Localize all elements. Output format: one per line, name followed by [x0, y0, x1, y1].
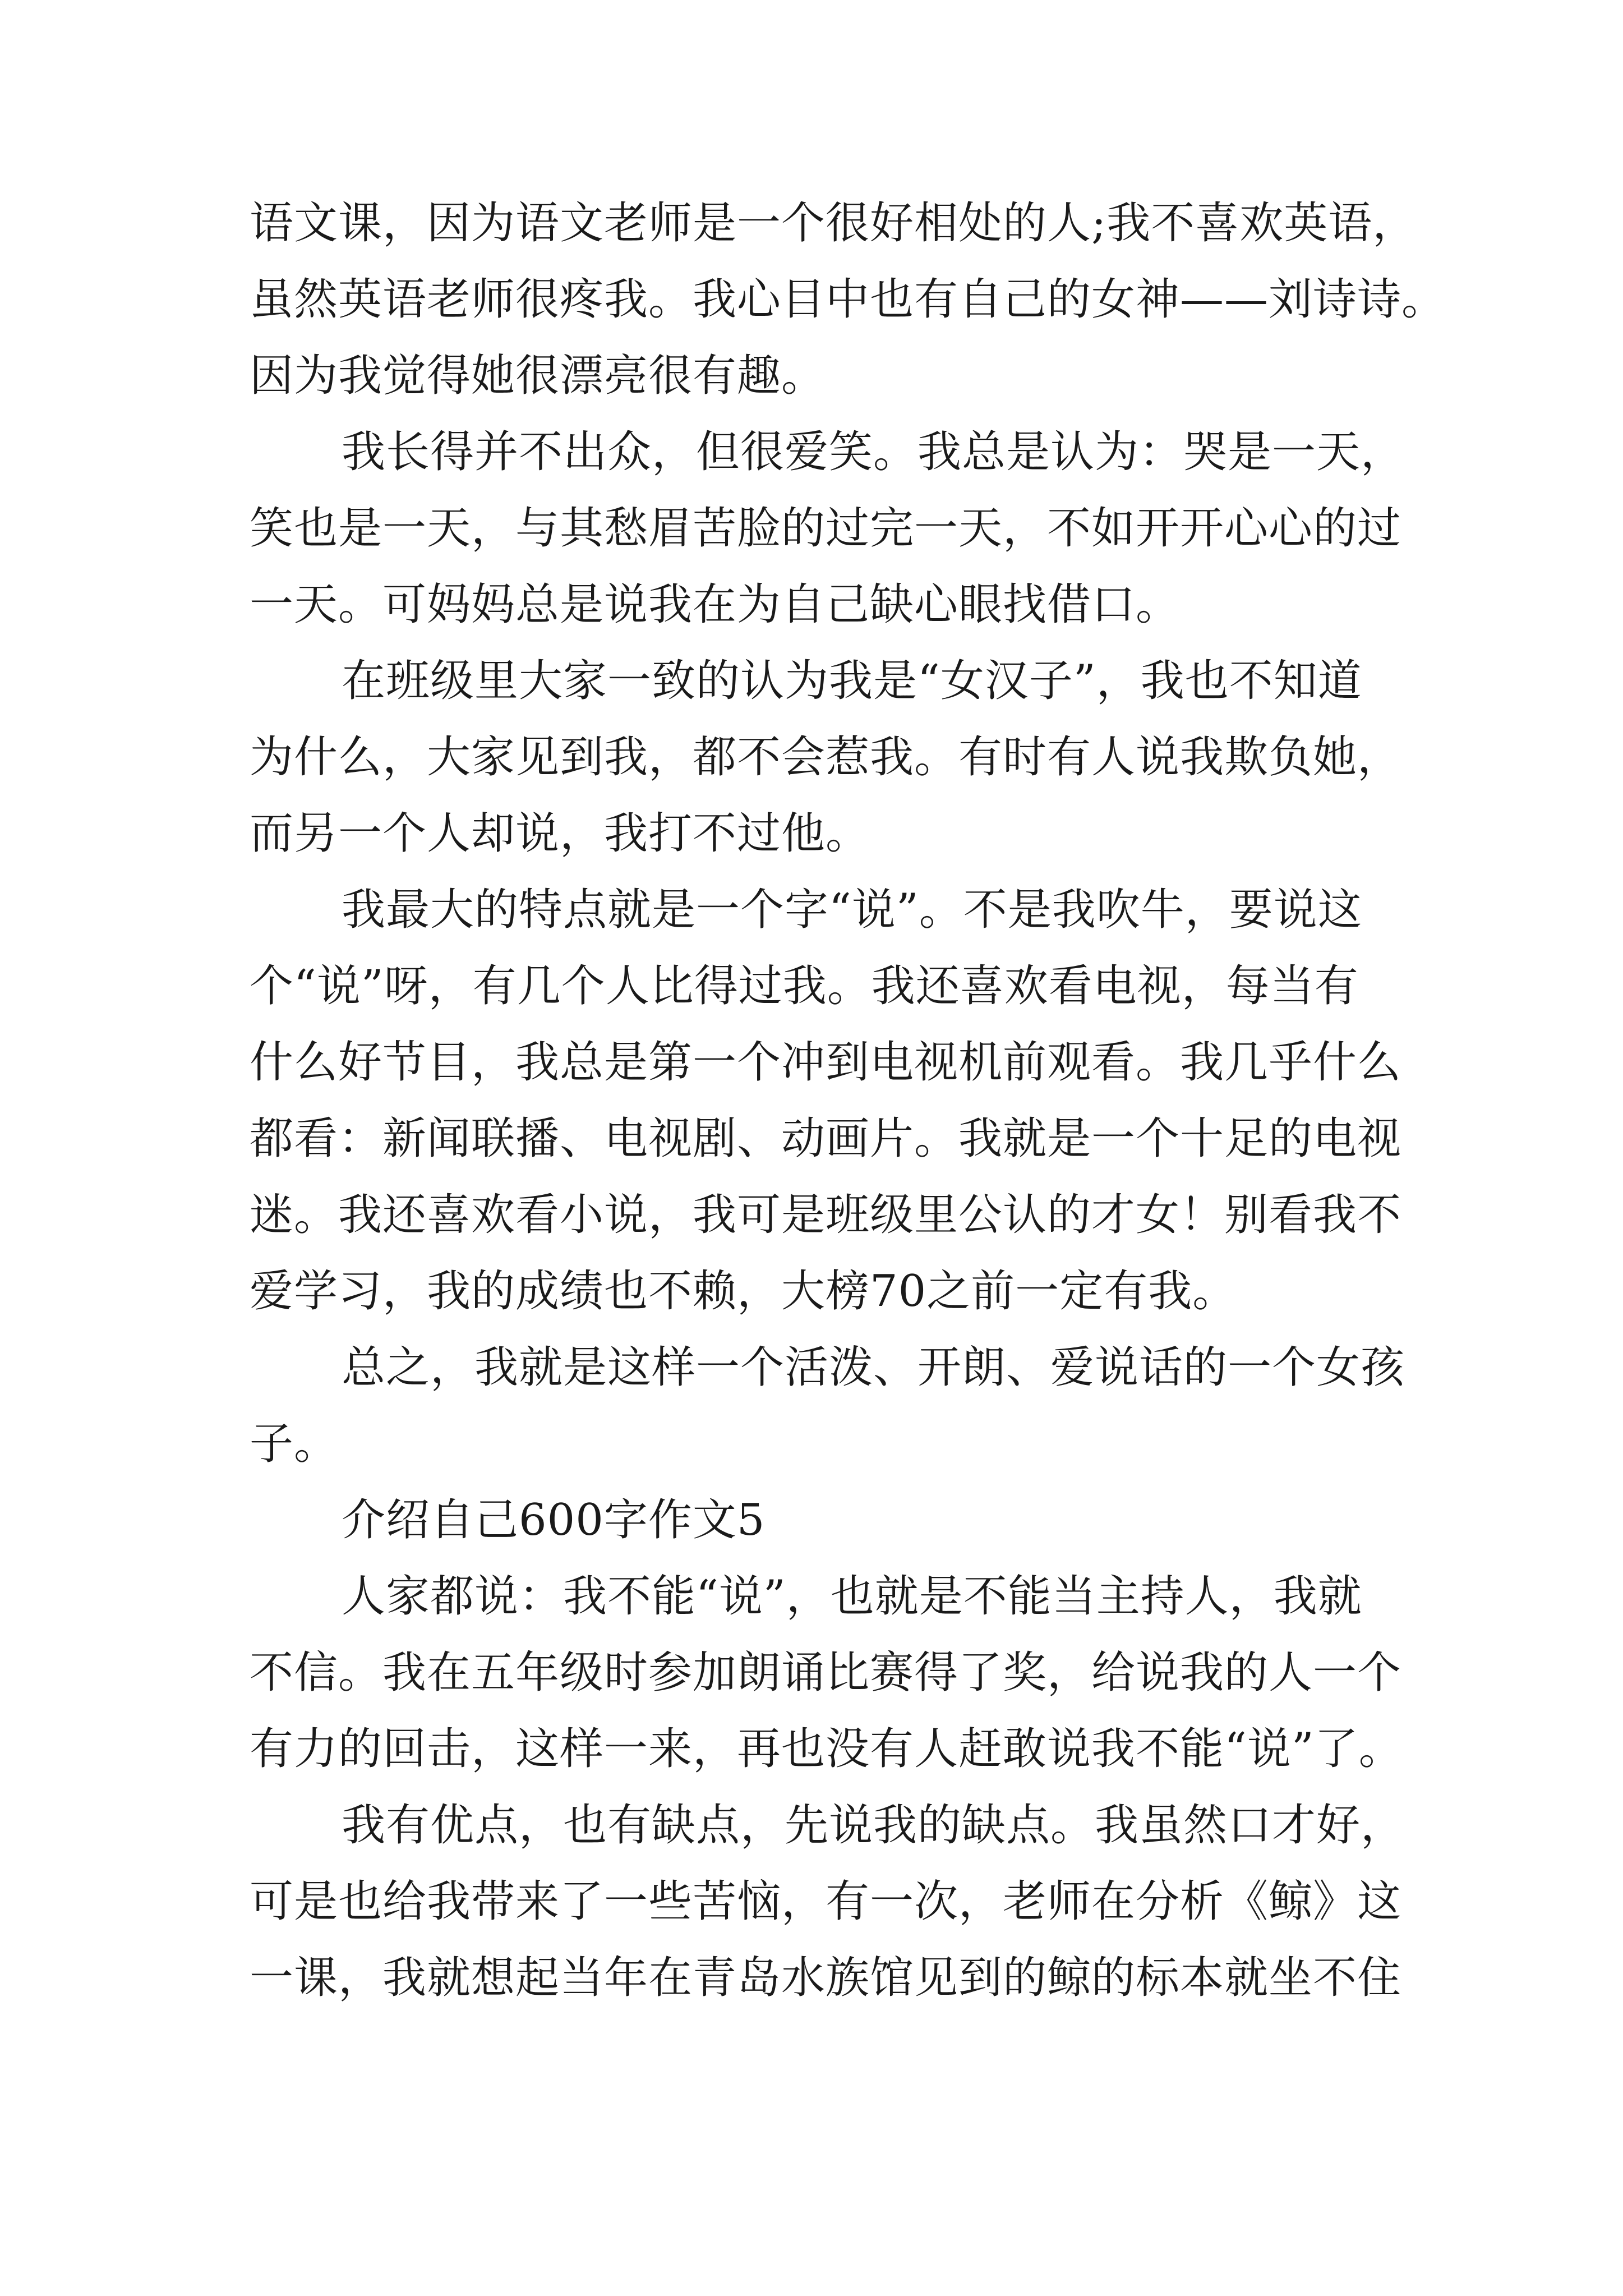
text-line: 什么好节目，我总是第一个冲到电视机前观看。我几乎什么: [250, 1037, 1402, 1088]
text-line: 笑也是一天，与其愁眉苦脸的过完一天，不如开开心心的过: [250, 503, 1402, 554]
document-body: [250, 185, 1444, 2016]
text-line: 因为我觉得她很漂亮很有趣。: [250, 351, 826, 401]
paragraph-first-line: 我长得并不出众，但很爱笑。我总是认为：哭是一天，: [342, 427, 1405, 477]
text-line: 虽然英语老师很疼我。我心目中也有自己的女神——刘诗诗。: [250, 274, 1446, 325]
text-line: 而另一个人却说，我打不过他。: [250, 808, 870, 859]
text-line: 语文课，因为语文老师是一个很好相处的人;我不喜欢英语，: [250, 198, 1417, 249]
text-line: 子。: [250, 1419, 339, 1469]
text-line: 有力的回击，这样一来，再也没有人赶敢说我不能“说”了。: [250, 1724, 1403, 1774]
paragraph-first-line: 我最大的特点就是一个字“说”。不是我吹牛，要说这: [342, 885, 1362, 935]
text-line: 为什么，大家见到我，都不会惹我。有时有人说我欺负她，: [250, 732, 1402, 783]
paragraph-first-line: 在班级里大家一致的认为我是“女汉子”，我也不知道: [342, 656, 1362, 706]
text-line: 爱学习，我的成绩也不赖，大榜70之前一定有我。: [250, 1266, 1237, 1317]
text-line: 可是也给我带来了一些苦恼，有一次，老师在分析《鲸》这: [250, 1876, 1402, 1927]
text-line: 不信。我在五年级时参加朗诵比赛得了奖，给说我的人一个: [250, 1648, 1402, 1698]
text-line: 一天。可妈妈总是说我在为自己缺心眼找借口。: [250, 579, 1181, 630]
paragraph-first-line: 我有优点，也有缺点，先说我的缺点。我虽然口才好，: [342, 1800, 1405, 1851]
text-line: 迷。我还喜欢看小说，我可是班级里公认的才女！别看我不: [250, 1190, 1402, 1240]
text-line: 都看：新闻联播、电视剧、动画片。我就是一个十足的电视: [250, 1114, 1402, 1164]
paragraph-first-line: 人家都说：我不能“说”，也就是不能当主持人，我就: [342, 1571, 1362, 1622]
text-line: 个“说”呀，有几个人比得过我。我还喜欢看电视，每当有: [250, 961, 1359, 1011]
section-heading: 介绍自己600字作文5: [342, 1495, 766, 1545]
text-line: 一课，我就想起当年在青岛水族馆见到的鲸的标本就坐不住: [250, 1953, 1402, 2003]
paragraph-first-line: 总之，我就是这样一个活泼、开朗、爱说话的一个女孩: [342, 1342, 1405, 1393]
